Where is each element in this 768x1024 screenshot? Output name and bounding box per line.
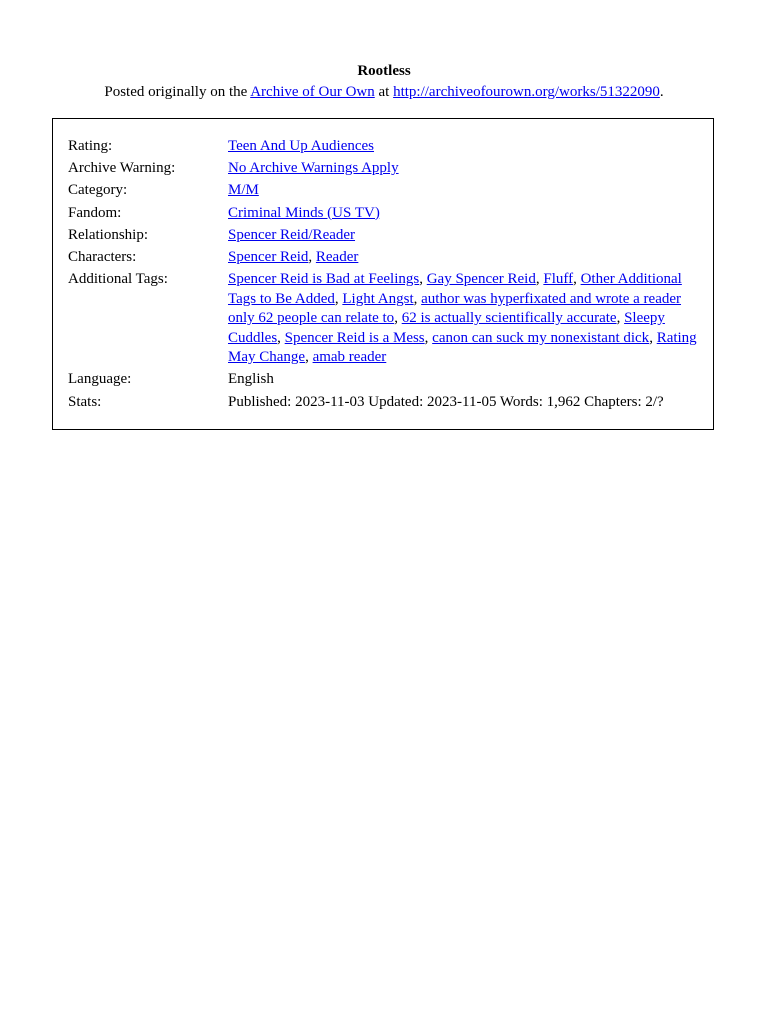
- archive-link[interactable]: Archive of Our Own: [250, 84, 375, 100]
- characters-label: Characters:: [68, 248, 137, 265]
- tag-link[interactable]: Gay Spencer Reid: [426, 271, 536, 288]
- tag-link[interactable]: Light Angst: [342, 290, 414, 307]
- rating-label: Rating:: [68, 138, 113, 154]
- posted-suffix: .: [659, 84, 664, 100]
- stats-label: Stats:: [68, 393, 102, 410]
- tag-link[interactable]: 62 is actually scientifically accurate: [401, 310, 617, 327]
- tags-value: Spencer Reid is Bad at Feelings, Gay Spencer Reid, Fluff, Other Additional Tags to Be Added, Light Angst, author was hyperfixated and wrote a reader only 62 people can relate to, 62 is actually scientifically accurate, Sleepy Cuddles, Spencer Reid is a Mess, canon can suck my nonexistant dick, Rating May Change, amab reader: [228, 271, 697, 366]
- rating-value: [228, 137, 698, 157]
- character-link[interactable]: Spencer Reid: [228, 248, 309, 265]
- meta-row-category: [68, 181, 698, 201]
- tag-link[interactable]: Other Additional Tags to Be Added: [228, 271, 682, 307]
- tag-link[interactable]: amab reader: [312, 349, 387, 366]
- meta-row-warning: [68, 159, 698, 179]
- characters-value: Spencer Reid, Reader: [228, 248, 359, 265]
- category-value: [228, 181, 698, 201]
- tag-link[interactable]: canon can suck my nonexistant dick: [432, 329, 650, 346]
- fandom-link[interactable]: Criminal Minds (US TV): [228, 204, 380, 221]
- category-label: Category:: [68, 182, 128, 199]
- relationship-link[interactable]: Spencer Reid/Reader: [228, 226, 356, 243]
- meta-row-language: [68, 370, 698, 390]
- stats-value: Published: 2023-11-03 Updated: 2023-11-05 Words: 1,962 Chapters: 2/?: [228, 393, 664, 410]
- work-header: [0, 61, 768, 102]
- warning-label: Archive Warning:: [68, 160, 176, 177]
- tag-link[interactable]: Spencer Reid is a Mess: [284, 329, 425, 346]
- tag-link[interactable]: Sleepy Cuddles: [228, 310, 665, 346]
- relationship-label: Relationship:: [68, 226, 148, 243]
- tag-link[interactable]: Spencer Reid is Bad at Feelings: [228, 271, 420, 288]
- fandom-value: [228, 204, 698, 224]
- meta-row-relationship: [68, 226, 698, 246]
- warning-value: [228, 159, 698, 179]
- language-value: English: [228, 371, 274, 388]
- work-meta-table: [68, 137, 698, 415]
- warning-link[interactable]: No Archive Warnings Apply: [228, 160, 399, 177]
- meta-row-fandom: [68, 204, 698, 224]
- meta-row-stats: [68, 393, 698, 413]
- category-link[interactable]: M/M: [228, 182, 259, 199]
- work-url-link[interactable]: http://archiveofourown.org/works/51322090: [393, 84, 660, 100]
- meta-row-tags: [68, 270, 698, 368]
- work-meta-box: [52, 118, 714, 430]
- posted-mid: at: [374, 84, 394, 100]
- language-label: Language:: [68, 371, 132, 388]
- tag-link[interactable]: Fluff: [543, 271, 574, 288]
- work-title: Rootless: [357, 63, 411, 79]
- fandom-label: Fandom:: [68, 204, 122, 221]
- posted-line: [0, 82, 768, 102]
- rating-link[interactable]: Teen And Up Audiences: [228, 138, 375, 154]
- character-link[interactable]: Reader: [315, 248, 359, 265]
- posted-prefix: Posted originally on the: [104, 84, 251, 100]
- meta-row-characters: [68, 248, 698, 268]
- tag-link[interactable]: Rating May Change: [228, 329, 697, 366]
- meta-row-rating: [68, 137, 698, 157]
- tag-link[interactable]: author was hyperfixated and wrote a reader only 62 people can relate to: [228, 290, 682, 327]
- relationship-value: [228, 226, 698, 246]
- tags-label: Additional Tags:: [68, 271, 168, 288]
